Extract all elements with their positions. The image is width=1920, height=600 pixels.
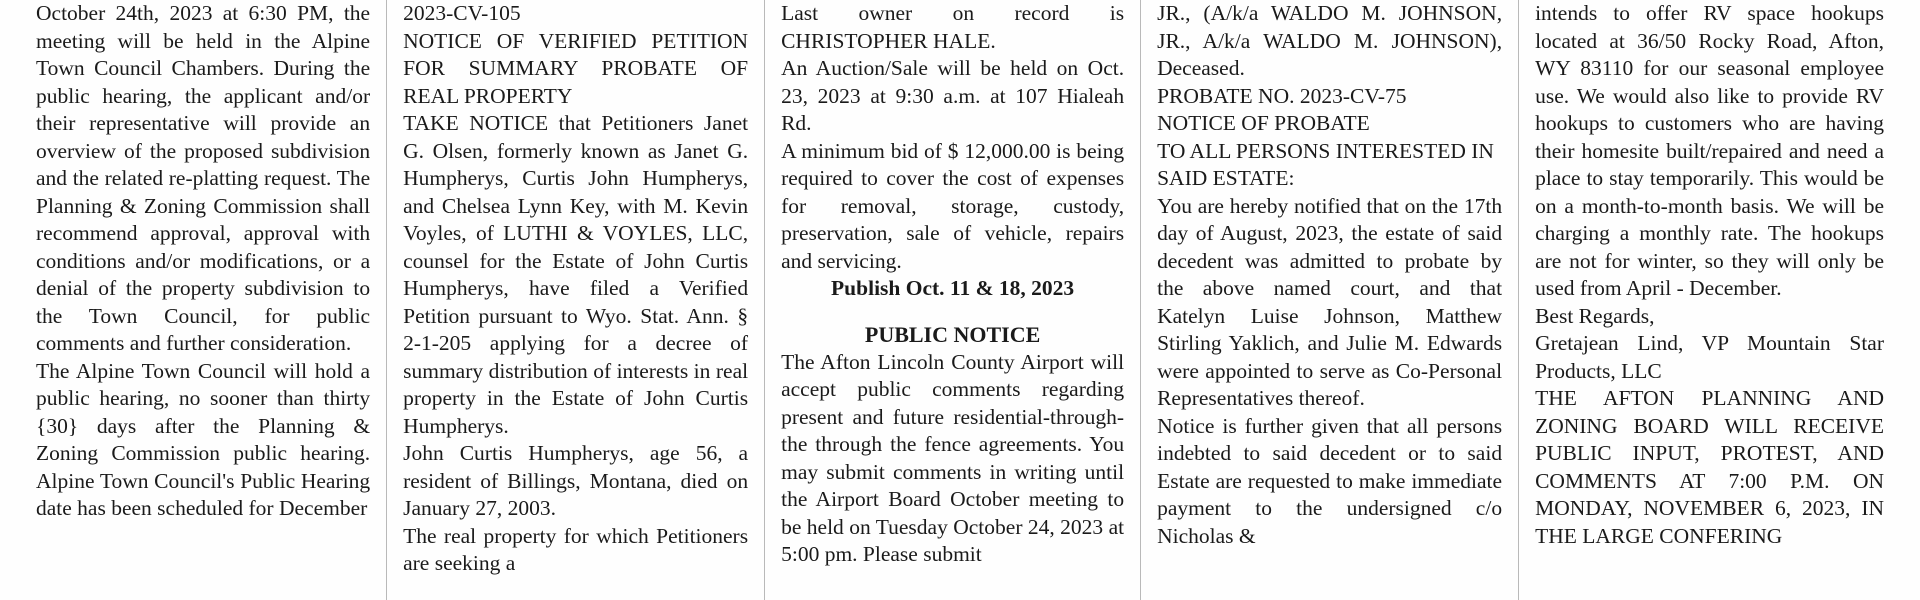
signature: Gretajean Lind, VP Mountain Star Products, LLC: [1535, 331, 1885, 383]
paragraph: An Auction/Sale will be held on Oct. 23, 2023 at 9:30 a.m. at 107 Hialeah Rd.: [781, 56, 1125, 135]
paragraph: The real property for which Petitioners are seeking a: [403, 523, 749, 575]
column-4: [1140, 0, 1518, 600]
column-5: [1518, 0, 1900, 600]
publish-line: Publish Oct. 11 & 18, 2023: [831, 276, 1075, 300]
paragraph: October 24th, 2023 at 6:30 PM, the meeting will be held in the Alpine Town Council Chambers. During the public hearing, the applicant and/or their representative will provide an overview of the proposed subdivision and the related re-platting request. The Planning & Zoning Commission shall recommend approval, approval with conditions and/or modifications, or a denial of the property subdivision to the Town Council, for public comments and further consideration.: [36, 1, 371, 355]
probate-number: PROBATE NO. 2023-CV-75: [1157, 83, 1407, 108]
paragraph: John Curtis Humpherys, age 56, a resident of Billings, Montana, died on January 27, 2003.: [403, 441, 749, 520]
paragraph: Notice is further given that all persons indebted to said decedent or to said Estate are requested to make immediate payment to the undersigned c/o Nicholas &: [1157, 413, 1503, 548]
paragraph: The Afton Lincoln County Airport will accept public comments regarding present and future residential-through-the through the fence agreements. You may submit comments in writing until the Airport Board October meeting to be held on Tuesday October 24, 2023 at 5:00 pm. Please submit: [781, 349, 1125, 566]
paragraph: TAKE NOTICE that Petitioners Janet G. Olsen, formerly known as Janet G. Humpherys, Curtis John Humpherys, and Chelsea Lynn Key, with M. Kevin Voyles, of LUTHI & VOYLES, LLC, counsel for the Estate of John Curtis Humpherys, have filed a Verified Petition pursuant to Wyo. Stat. Ann. § 2-1-205 applying for a decree of summary distribution of interests in real property in the Estate of John Curtis Humpherys.: [403, 111, 749, 438]
public-notice-headline: PUBLIC NOTICE: [864, 321, 1041, 347]
notice-title: NOTICE OF VERIFIED PETITION FOR SUMMARY PROBATE OF REAL PROPERTY: [403, 28, 749, 108]
column-2: [386, 0, 764, 600]
notice-title: NOTICE OF PROBATE: [1157, 111, 1370, 135]
case-number: 2023-CV-105: [403, 1, 521, 25]
column-1: [20, 0, 386, 600]
paragraph: The Alpine Town Council will hold a public hearing, no sooner than thirty {30} days after the Planning & Zoning Commission public hearing. Alpine Town Council's Public Hearing date has been scheduled for December: [36, 358, 371, 520]
paragraph: THE AFTON PLANNING AND ZONING BOARD WILL RECEIVE PUBLIC INPUT, PROTEST, AND COMMENTS AT 7:00 P.M. ON MONDAY, NOVEMBER 6, 2023, IN THE LARGE CONFERING: [1535, 386, 1885, 548]
notice-subtitle: TO ALL PERSONS INTERESTED IN SAID ESTATE:: [1157, 138, 1494, 190]
paragraph: JR., (A/k/a WALDO M. JOHNSON, JR., A/k/a WALDO M. JOHNSON), Deceased.: [1157, 1, 1503, 80]
paragraph: You are hereby notified that on the 17th day of August, 2023, the estate of said decedent was admitted to probate by the above named court, and that Katelyn Luise Johnson, Matthew Stirling Yaklich, and Julie M. Edwards were appointed to serve as Co-Personal Representatives thereof.: [1157, 193, 1503, 410]
paragraph: intends to offer RV space hookups located at 36/50 Rocky Road, Afton, WY 83110 for our seasonal employee use. We would also like to provide RV hookups to customers who are having their homesite built/repaired and need a place to stay temporarily. This would be on a month-to-month basis. We will be charging a monthly rate. The hookups are not for winter, so they will only be used from April - December.: [1535, 1, 1885, 300]
signoff: Best Regards,: [1535, 303, 1655, 328]
paragraph: A minimum bid of $ 12,000.00 is being required to cover the cost of expenses for removal, storage, custody, preservation, sale of vehicle, repairs and servicing.: [781, 138, 1125, 273]
column-3: [764, 0, 1140, 600]
paragraph: Last owner on record is CHRISTOPHER HALE.: [781, 1, 1125, 53]
